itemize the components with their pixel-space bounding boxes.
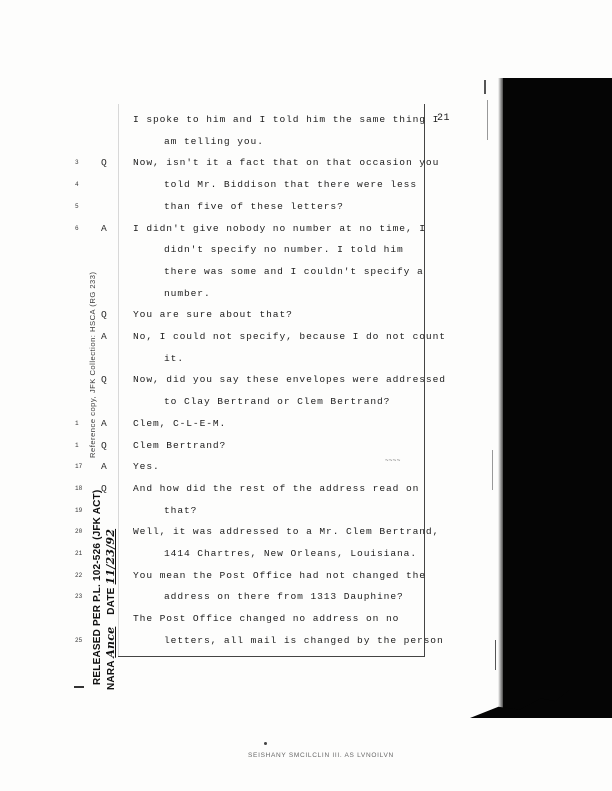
footer-dot [264, 742, 267, 745]
transcript-line: it. [164, 352, 184, 364]
transcript-line: am telling you. [164, 135, 264, 147]
speaker-label: A [101, 331, 107, 342]
transcript-line: And how did the rest of the address read on [133, 482, 420, 494]
transcript-line: No, I could not specify, because I do not count [133, 331, 446, 342]
transcript-line: Clem Bertrand? [133, 439, 227, 451]
footer-stamp: SEISHANY SMCILCLIN III. AS LVNOILVN [248, 752, 394, 759]
line-number: 6 [75, 224, 79, 232]
transcript-line: to Clay Bertrand or Clem Bertrand? [164, 396, 391, 408]
transcript-line: Clem, C-L-E-M. [133, 417, 227, 429]
scan-speck [484, 80, 486, 94]
speaker-label: A [101, 461, 107, 473]
line-number: 21 [75, 550, 83, 557]
scan-speck [487, 100, 488, 140]
transcript-line: letters, all mail is changed by the person [164, 634, 444, 646]
speaker-label: Q [101, 309, 107, 321]
transcript-line: Now, did you say these envelopes were addressed [133, 374, 446, 386]
speaker-label: Q [101, 439, 107, 451]
line-number: 23 [75, 593, 83, 601]
transcript-line: Yes. [133, 461, 160, 473]
transcript-line: than five of these letters? [164, 200, 344, 212]
transcript-line: didn't specify no number. I told him [164, 244, 404, 256]
date-label: DATE [106, 587, 117, 615]
transcript-line: The Post Office changed no address on no [133, 613, 400, 625]
date-value: 11/23/92 [104, 528, 117, 585]
speaker-label: A [101, 417, 107, 429]
speaker-label: Q [101, 157, 107, 169]
reference-copy-stamp: Reference copy, JFK Collection: HSCA (RG 233) [88, 271, 97, 458]
nara-signature: Ance [104, 626, 117, 658]
transcript-line: number. [164, 287, 211, 299]
transcript-line: that? [164, 504, 198, 516]
transcript-line: Now, isn't it a fact that on that occasion you [133, 157, 440, 169]
line-number: 20 [75, 528, 83, 536]
line-number: 22 [75, 571, 83, 579]
transcript-line: You are sure about that? [133, 309, 293, 321]
line-number: 5 [75, 202, 79, 210]
line-number: 1 [75, 419, 79, 427]
transcript-line: address on there from 1313 Dauphine? [164, 591, 404, 603]
margin-mark: ~~~~ [385, 457, 401, 464]
transcript-line: I spoke to him and I told him the same thing I [133, 114, 440, 125]
scan-speck [492, 450, 493, 490]
line-number: 1 [75, 441, 79, 449]
transcript-line: 1414 Chartres, New Orleans, Louisiana. [164, 548, 417, 559]
nara-date-stamp [104, 529, 117, 690]
line-number: 25 [75, 636, 83, 644]
scan-speck [495, 640, 496, 670]
transcript-line: Well, it was addressed to a Mr. Clem Bertrand, [133, 526, 440, 538]
line-number: 4 [75, 181, 79, 189]
release-stamp: RELEASED PER P.L. 102-526 (JFK ACT) [92, 489, 103, 685]
transcript-line: You mean the Post Office had not changed the [133, 569, 426, 581]
line-number: 19 [75, 506, 83, 514]
line-number: 17 [75, 463, 83, 471]
speaker-label: Q [101, 374, 107, 386]
transcript-line: told Mr. Biddison that there were less [164, 179, 417, 191]
transcript-line: there was some and I couldn't specify a [164, 265, 424, 277]
line-number: 18 [75, 484, 83, 492]
speaker-label: A [101, 222, 107, 234]
margin-tick [74, 686, 84, 688]
scan-dark-border [503, 78, 612, 718]
transcript-line: I didn't give nobody no number at no time, I [133, 222, 426, 234]
nara-label: NARA [106, 660, 117, 690]
page-number: 21 [437, 113, 451, 124]
speaker-label: Q [101, 482, 107, 494]
line-number: 3 [75, 159, 79, 167]
